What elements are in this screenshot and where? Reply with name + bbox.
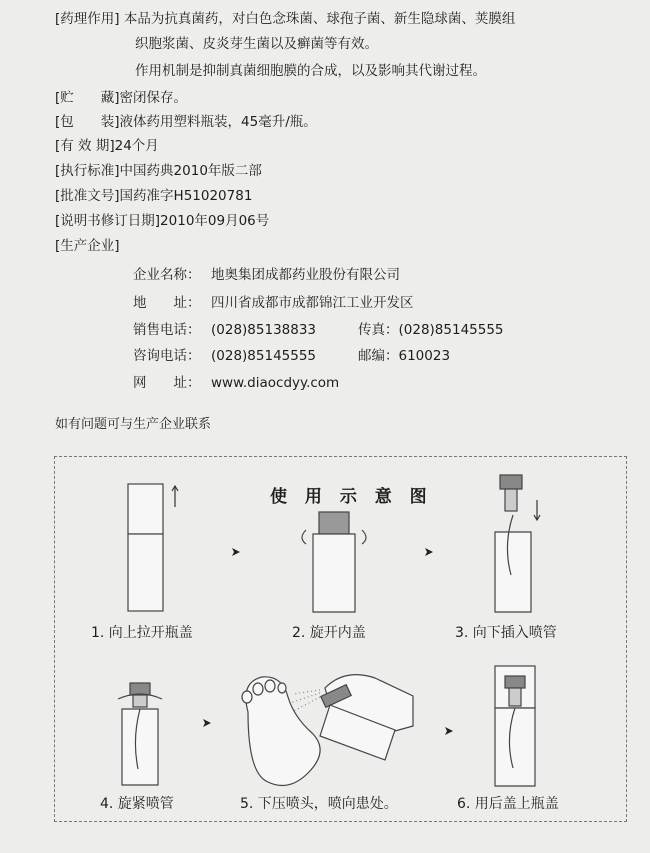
storage-label: [贮 藏] (55, 90, 120, 106)
company-name: 地奥集团成都药业股份有限公司 (211, 267, 400, 283)
step-3-caption: 3. 向下插入喷管 (455, 625, 557, 641)
fax-number: (028)85145555 (398, 322, 504, 338)
storage-value: 密闭保存。 (119, 90, 188, 106)
down-arrow-icon (534, 500, 540, 520)
postal-key: 邮编： (358, 348, 399, 364)
pharmacology-text-1: 本品为抗真菌药，对白色念珠菌、球孢子菌、新生隐球菌、荚膜组 (123, 11, 516, 27)
approval-label: [批准文号] (55, 188, 120, 204)
pharmacology-text-3: 作用机制是抑制真菌细胞膜的合成，以及影响其代谢过程。 (135, 63, 486, 79)
company-name-key: 企业名称： (133, 267, 201, 283)
spray-mist-icon (290, 690, 320, 712)
pharmacology-label: [药理作用] (55, 11, 120, 27)
step-4-caption: 4. 旋紧喷管 (100, 796, 174, 812)
website: www.diaocdyy.com (211, 375, 340, 391)
standard-label: [执行标准] (55, 163, 120, 179)
bottle-recapped-icon (495, 666, 535, 786)
up-arrow-icon (172, 486, 178, 507)
step-5-caption: 5. 下压喷头，喷向患处。 (240, 796, 398, 812)
package-label: [包 装] (55, 114, 120, 130)
diagram-title: 使 用 示 意 图 (270, 487, 433, 507)
foot-icon (242, 677, 320, 786)
validity-label: [有 效 期] (55, 138, 115, 154)
consult-phone: (028)85145555 (211, 348, 317, 364)
contact-note: 如有问题可与生产企业联系 (55, 417, 212, 432)
standard-value: 中国药典2010年版二部 (119, 163, 262, 179)
bottle-closed-icon (128, 484, 163, 611)
step-2-caption: 2. 旋开内盖 (292, 625, 366, 641)
sales-phone-key: 销售电话： (133, 322, 201, 338)
revision-value: 2010年09月06号 (160, 213, 270, 229)
consult-phone-key: 咨询电话： (133, 348, 201, 364)
package-value: 液体药用塑料瓶装，45毫升/瓶。 (119, 114, 317, 130)
postal-code: 610023 (398, 348, 451, 364)
manufacturer-label: [生产企业] (55, 238, 120, 254)
pharmacology-text-2: 织胞浆菌、皮炎芽生菌以及癣菌等有效。 (135, 36, 378, 52)
fax-key: 传真： (358, 322, 399, 338)
company-address-key: 地 址： (133, 295, 201, 311)
step-1-caption: 1. 向上拉开瓶盖 (91, 625, 193, 641)
revision-label: [说明书修订日期] (55, 213, 161, 229)
company-address: 四川省成都市成都锦江工业开发区 (211, 295, 414, 311)
bottle-inner-cap-icon (302, 512, 366, 612)
approval-value: 国药准字H51020781 (119, 188, 253, 204)
sales-phone: (028)85138833 (211, 322, 317, 338)
spray-pump-bottle-icon (495, 475, 531, 612)
tighten-spray-bottle-icon (118, 683, 162, 785)
step-6-caption: 6. 用后盖上瓶盖 (457, 796, 559, 812)
website-key: 网 址： (133, 375, 201, 391)
hand-spray-icon (320, 675, 413, 760)
validity-value: 24个月 (114, 138, 159, 154)
